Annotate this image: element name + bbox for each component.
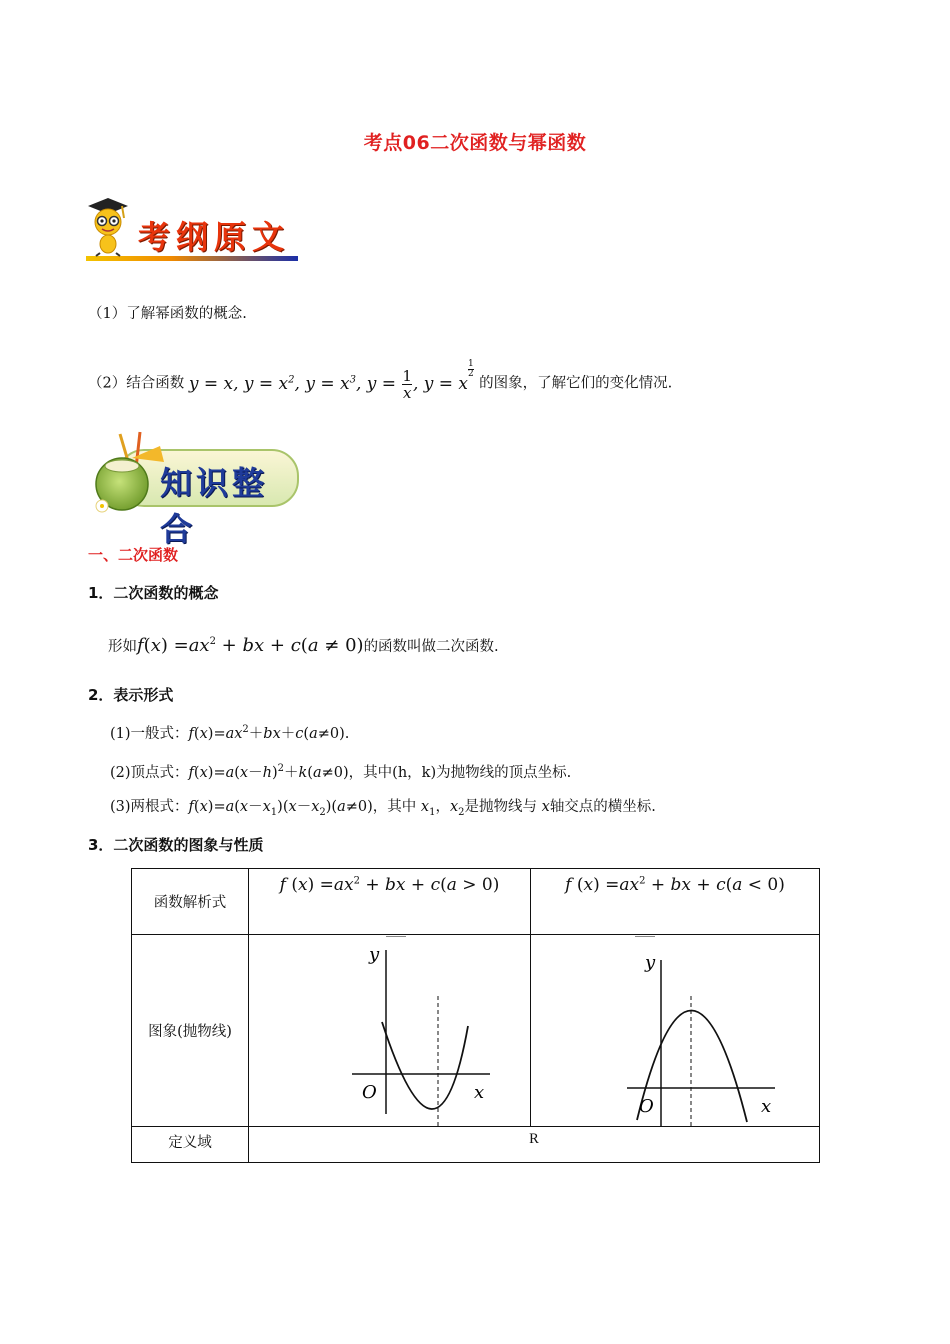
roots-note-prefix: ，其中 — [372, 799, 417, 815]
banner-knowledge-text: 知识整合 — [160, 464, 269, 548]
syllabus-item-2 — [88, 359, 673, 402]
roots-form-label: (3)两根式： — [110, 799, 189, 815]
banner-syllabus-text: 考纲原文 — [138, 218, 291, 256]
syllabus-item-1: （1）了解幂函数的概念. — [88, 306, 247, 322]
vertex-form-label: (2)顶点式： — [110, 764, 189, 781]
roots-form-formula: f — [188, 799, 194, 815]
y-axis-label: y — [645, 951, 656, 973]
y-axis-label: y — [368, 943, 379, 965]
roots-note-end: 轴交点的横坐标. — [549, 799, 656, 815]
graph-cell-downward — [531, 935, 820, 1127]
banner-knowledge — [88, 428, 302, 548]
general-form: (1)一般式：$f(x)=ax^2+bx+c(a\ne 0)$. — [110, 724, 350, 742]
x-axis-label: x — [473, 1081, 484, 1103]
vertex-form-formula: f — [188, 764, 194, 781]
row-label-graph: 图象(抛物线) — [132, 935, 249, 1127]
concept-definition — [108, 632, 499, 657]
concept-heading: 1．二次函数的概念 — [88, 584, 219, 602]
roots-note-suffix: 是抛物线与 — [464, 799, 538, 815]
formula-a-positive: f $(x) =ax^2$ + bx + c(a > 0) — [249, 869, 531, 935]
table-row — [132, 935, 820, 1127]
syllabus-item-2-prefix: （2）结合函数 — [88, 375, 185, 392]
power-functions-formula: y = x, $y = x^2$, $y = x^3$, y = $\frac{1}{x}$ , y = x $^{\frac{1}{2}}$ — [188, 359, 474, 402]
upward-parabola-graph — [290, 936, 490, 1126]
banner-syllabus — [86, 192, 300, 264]
forms-heading: 2．表示形式 — [88, 686, 174, 704]
syllabus-item-2-suffix: 的图象，了解它们的变化情况. — [479, 375, 673, 392]
graph-props-heading: 3．二次函数的图象与性质 — [88, 836, 264, 854]
general-form-label: (1)一般式： — [110, 725, 189, 742]
domain-value: R — [249, 1127, 820, 1163]
row-label-domain: 定义域 — [132, 1127, 249, 1163]
page-title: 考点06二次函数与幂函数 — [363, 132, 587, 154]
x-axis-label: x — [761, 1095, 772, 1117]
graph-cell-upward — [249, 935, 531, 1127]
concept-suffix: 的函数叫做二次函数. — [363, 639, 499, 655]
general-form-formula: f — [188, 725, 194, 742]
downward-parabola-graph — [575, 936, 775, 1126]
origin-label: O — [639, 1095, 654, 1117]
concept-formula: $f(x) =ax^2$ + bx + c(a ≠ 0) — [137, 635, 364, 656]
row-label-expression: 函数解析式 — [132, 869, 249, 935]
origin-label: O — [361, 1081, 377, 1103]
table-row — [132, 1127, 820, 1163]
vertex-form: (2)顶点式：$f(x)=a(x-h)^2+k(a\ne 0)$，其中(h，k)为抛物线的顶点坐标. — [110, 763, 572, 781]
concept-prefix: 形如 — [108, 639, 137, 655]
section-heading-quadratic: 一、二次函数 — [88, 546, 179, 564]
vertex-form-note: ，其中(h，k)为抛物线的顶点坐标. — [348, 764, 572, 781]
roots-form: (3)两根式：$f(x)=a(x-x_1)(x-x_2)(a\ne 0)$，其中 $x_1$，$x_2$是抛物线与 x轴交点的横坐标. — [110, 799, 656, 818]
table-row — [132, 869, 820, 935]
formula-a-negative: f $(x) =ax^2$ + bx + c(a < 0) — [531, 869, 820, 935]
quadratic-properties-table — [131, 868, 820, 1163]
